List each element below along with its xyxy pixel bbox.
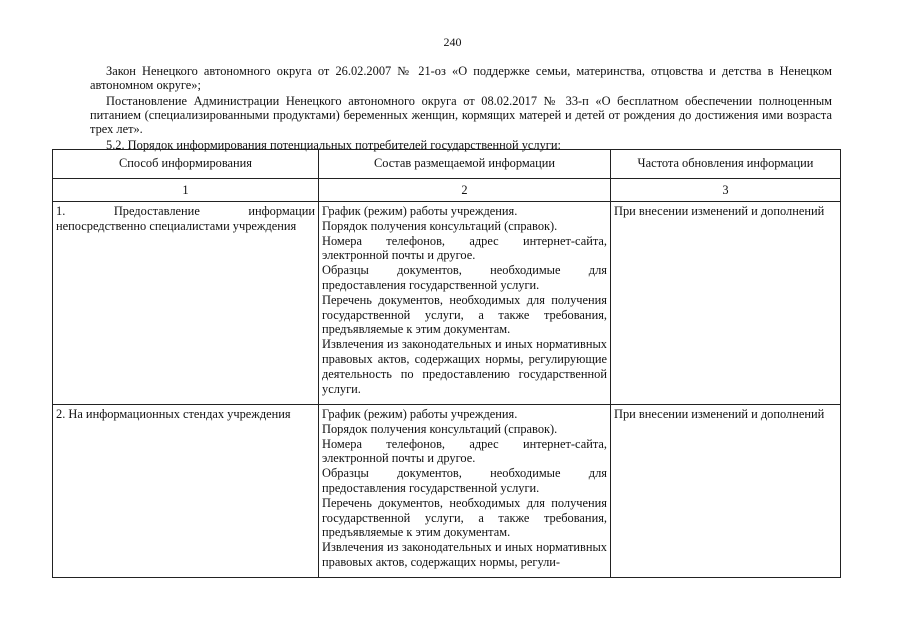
page-number: 240 [443,35,462,49]
content-line: Перечень документов, необходимых для получения государственной услуги, а также требования, предъявляемые к этим документам. [322,495,607,540]
content-line: График (режим) работы учреждения. [322,407,518,421]
table-row [53,202,841,405]
content-line: Образцы документов, необходимые для предоставления государственной услуги. [322,263,607,292]
row-content [319,405,611,578]
content-line: Номера телефонов, адрес интернет-сайта, электронной почты и другое. [322,233,607,263]
header-content: Состав размещаемой информации [319,150,611,179]
content-line: Порядок получения консультаций (справок). [322,218,558,233]
paragraph-section-5-2: 5.2. Порядок информирования потенциальных потребителей государственной услуги: [106,138,561,152]
content-line: Порядок получения консультаций (справок). [322,421,558,436]
column-number-2: 2 [319,179,611,202]
table-number-row [53,179,841,202]
content-line: Извлечения из законодательных и иных нормативных правовых актов, содержащих нормы, регулирующие деятельность по предоставлению государственной услуги. [322,337,607,396]
column-number-1: 1 [53,179,319,202]
table-header-row [53,150,841,179]
header-frequency: Частота обновления информации [611,150,841,179]
column-number-3: 3 [611,179,841,202]
row-method: 1. Предоставление информации непосредственно специалистами учреждения [53,202,319,405]
content-line: Извлечения из законодательных и иных нормативных правовых актов, содержащих нормы, регули- [322,540,607,569]
row-frequency: При внесении изменений и дополнений [611,405,841,578]
content-line: Перечень документов, необходимых для получения государственной услуги, а также требования, предъявляемые к этим документам. [322,292,607,337]
informing-table [52,149,841,578]
header-method: Способ информирования [53,150,319,179]
paragraph-resolution: Постановление Администрации Ненецкого автономного округа от 08.02.2017 № 33-п «О бесплатном обеспечении полноценным питанием (специализированными продуктами) беременных женщин, кормящих матерей и детей от рождения до достижения ими возраста трех лет». [90,94,832,136]
row-content [319,202,611,405]
content-line: Номера телефонов, адрес интернет-сайта, электронной почты и другое. [322,436,607,466]
content-line: График (режим) работы учреждения. [322,204,518,218]
row-method: 2. На информационных стендах учреждения [53,405,319,578]
table-row [53,405,841,578]
row-frequency: При внесении изменений и дополнений [611,202,841,405]
content-line: Образцы документов, необходимые для предоставления государственной услуги. [322,466,607,495]
paragraph-law: Закон Ненецкого автономного округа от 26.02.2007 № 21-оз «О поддержке семьи, материнства, отцовства и детства в Ненецком автономном округе»; [90,64,832,92]
